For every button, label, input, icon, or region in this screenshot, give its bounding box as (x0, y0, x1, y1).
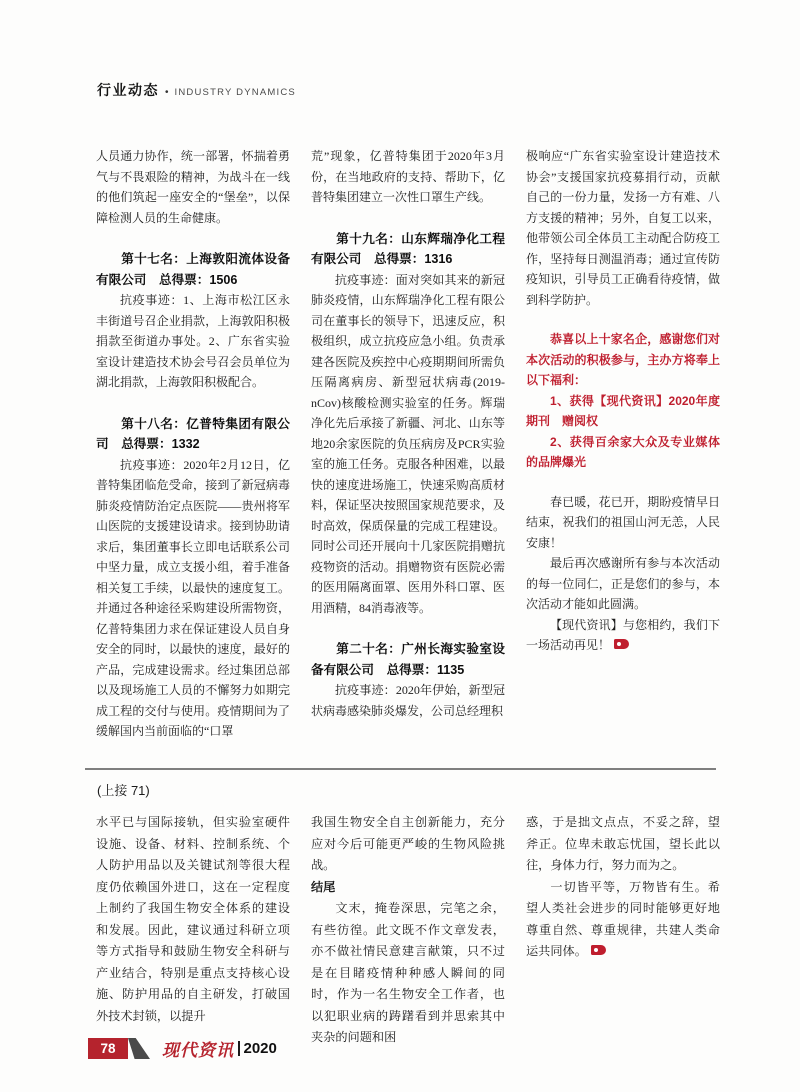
bottom-column-2 (311, 812, 505, 1049)
section-title-zh: 行业动态 (97, 82, 159, 98)
footer-separator (238, 1041, 240, 1056)
section-title-en: INDUSTRY DYNAMICS (174, 87, 296, 98)
paragraph: 我国生物安全自主创新能力，充分应对今后可能更严峻的生物风险挑战。 (311, 815, 505, 872)
rank-heading-17: 第十七名：上海敦阳流体设备有限公司 总得票：1506 (96, 252, 290, 287)
paragraph: 人员通力协作，统一部署，怀揣着勇气与不畏艰险的精神，为战斗在一线的他们筑起一座安全的“堡垒”，以保障检测人员的生命健康。 (96, 149, 290, 225)
paragraph: 抗疫事迹：1、上海市松江区永丰街道号召企业捐款，上海敦阳积极捐款至街道办事处。2、广东省实验室设计建造技术协会号召会员单位为湖北捐款，上海敦阳积极配合。 (96, 293, 290, 389)
bottom-column-1 (96, 812, 290, 1049)
top-column-3 (526, 146, 720, 742)
footer-slash-decoration (128, 1038, 150, 1059)
magazine-year: 2020 (243, 1040, 277, 1057)
continued-from-note: (上接 71) (97, 783, 150, 798)
paragraph: 抗疫事迹：2020年2月12日，亿普特集团临危受命，接到了新冠病毒肺炎疫情防治定点医院——贵州将军山医院的支援建设请求。接到协助请求后，集团董事长立即电话联系公司中坚力量，成立支援小组，着手准备相关复工手续，以最快的速度复工。并通过各种途径采购建设所需物资，亿普特集团力求在保证建设人员自身安全的同时，以最快的速度，最好的产品，完成建设需求。经过集团总部以及现场施工人员的不懈努力如期完成工程的交付与使用。疫情期间为了缓解国内当前面临的“口罩 (96, 457, 290, 738)
benefit-item-2: 2、获得百余家大众及专业媒体的品牌爆光 (526, 434, 720, 469)
top-column-2 (311, 146, 505, 742)
paragraph: 荒”现象，亿普特集团于2020年3月份，在当地政府的支持、帮助下，亿普特集团建立一次性口罩生产线。 (311, 149, 505, 204)
rank-heading-19: 第十九名：山东辉瑞净化工程有限公司 总得票：1316 (311, 231, 505, 266)
paragraph: 抗疫事迹：面对突如其来的新冠肺炎疫情，山东辉瑞净化工程有限公司在董事长的领导下，迅速反应，积极组织，成立抗疫应急小组。负责承建各医院及疾控中心疫期期间所需负压隔离病房、新型冠状病毒(2019-nCov)核酸检测实验室的任务。辉瑞净化先后承接了新疆、河北、山东等地20余家医院的负压病房及PCR实验室的施工任务。克服各种困难，以最快的速度进场施工，快速采购高质材料，保证坚决按照国家规范要求，及时高效，保质保量的完成工程建设。同时公司还开展向十几家医院捐赠抗疫物资的活动。捐赠物资有医院必需的医用隔离面罩、医用外科口罩、医用酒精，84消毒液等。 (311, 272, 505, 615)
paragraph: 春已暖，花已开，期盼疫情早日结束，祝我们的祖国山河无恙，人民安康！ (526, 494, 720, 550)
paragraph: 极响应“广东省实验室设计建造技术协会”支援国家抗疫募捐行动，贡献自己的一份力量，发扬一方有难、八方支援的精神；另外，自复工以来，他带领公司全体员工主动配合防疫工作，坚持每日测温消毒；通过宣传防疫知识，引导员工正确看待疫情，做到科学防护。 (526, 149, 720, 307)
end-mark-icon (591, 945, 606, 955)
page-footer (88, 1036, 277, 1061)
magazine-logo: 现代资讯 (162, 1041, 234, 1060)
closing-paragraph (526, 877, 720, 963)
paragraph: 惑，于是拙文点点，不妥之辞，望斧正。位卑未敢忘忧国，望长此以往，身体力行，努力而为之。 (526, 815, 720, 872)
paragraph: 文末，掩卷深思，完笔之余，有些彷徨。此文既不作文章发表，亦不做社情民意建言献策，只不过是在目睹疫情种种感人瞬间的同时，作为一名生物安全工作者，也以犯职业病的踌躇看到并思索其中夹杂的问题和困 (311, 901, 505, 1044)
section-header (97, 80, 296, 100)
benefit-item-1: 1、获得【现代资讯】2020年度期刊 赠阅权 (526, 393, 720, 428)
paragraph: 水平已与国际接轨，但实验室硬件设施、设备、材料、控制系统、个人防护用品以及关键试剂等很大程度仍依赖国外进口，这在一定程度上制约了我国生物安全体系的建设和发展。因此，建议通过科研立项等方式指导和鼓励生物安全科研与产业结合，特别是重点支持核心设施、防护用品的自主研发，打破国外技术封锁，以提升 (96, 815, 290, 1023)
closing-paragraph-text: 一切皆平等，万物皆有生。希望人类社会进步的同时能够更好地尊重自然、尊重规律，共建人类命运共同体。 (526, 879, 720, 958)
closing-paragraph-text: 【现代资讯】与您相约，我们下一场活动再见！ (526, 617, 720, 652)
ending-label: 结尾 (311, 879, 336, 894)
paragraph: 抗疫事迹：2020年伊始，新型冠状病毒感染肺炎爆发，公司总经理积 (311, 683, 505, 718)
page-number-badge: 78 (88, 1038, 128, 1059)
bottom-article-columns (96, 812, 720, 1049)
top-column-1 (96, 146, 290, 742)
header-dot-separator: • (165, 87, 169, 98)
congrats-paragraph: 恭喜以上十家名企，感谢您们对本次活动的积极参与，主办方将奉上以下福利： (526, 332, 720, 387)
end-mark-icon (614, 639, 629, 649)
bottom-column-3 (526, 812, 720, 1049)
closing-paragraph (526, 615, 720, 656)
rank-heading-20: 第二十名：广州长海实验室设备有限公司 总得票：1135 (311, 642, 505, 677)
paragraph: 最后再次感谢所有参与本次活动的每一位同仁，正是您们的参与，本次活动才能如此圆满。 (526, 556, 720, 611)
top-article-columns (96, 146, 720, 742)
rank-heading-18: 第十八名：亿普特集团有限公司 总得票：1332 (96, 416, 290, 451)
section-divider (85, 768, 716, 770)
